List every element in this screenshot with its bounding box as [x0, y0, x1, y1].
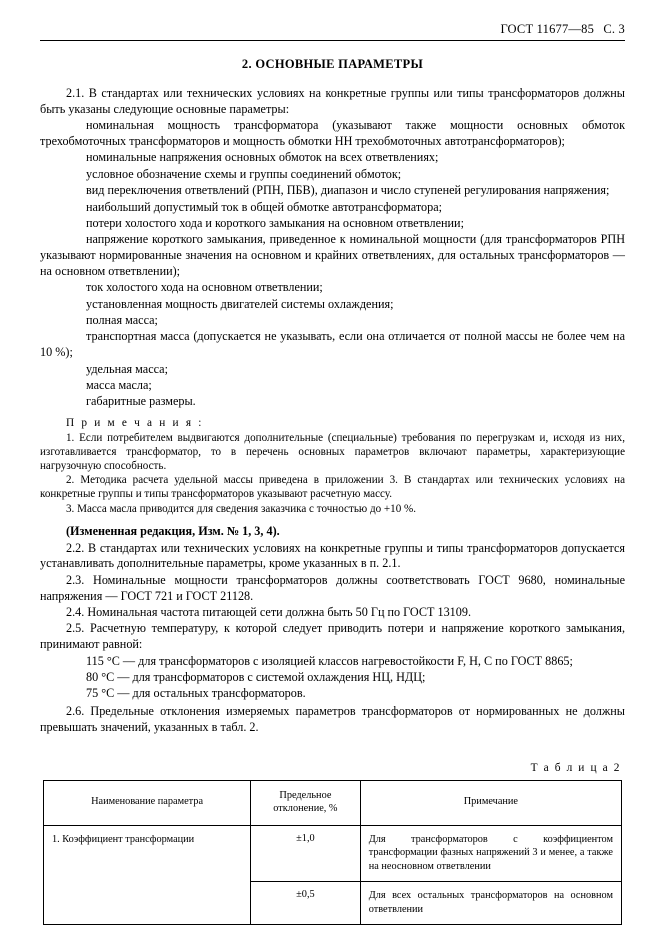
section-title: 2. ОСНОВНЫЕ ПАРАМЕТРЫ	[241, 57, 424, 71]
param-item-winding-connection: условное обозначение схемы и группы соединений обмоток;	[86, 166, 402, 181]
table-header-note: Примечание	[360, 780, 621, 825]
temperature-item-80: 80 °С — для трансформаторов с системой охлаждения НЦ, НДЦ;	[86, 669, 426, 684]
table-caption: Т а б л и ц а 2	[530, 761, 621, 774]
table-cell-deviation: ±1,0	[251, 825, 361, 882]
param-item-oil-mass: масса масла;	[86, 377, 152, 392]
param-item-transport-mass: транспортная масса (допускается не указывать, если она отличается от полной массы не более чем на 10 %);	[40, 329, 625, 360]
param-item-max-current: наибольший допустимый ток в общей обмотке автотрансформатора;	[86, 199, 443, 214]
paragraph-2-2: 2.2. В стандартах или технических условиях на конкретные группы и типы трансформаторов допускается устанавливать дополнительные параметры, кроме указанных в п. 2.1.	[40, 540, 625, 571]
table-cell-note: Для всех остальных трансформаторов на основном ответвлении	[360, 882, 621, 925]
table-row	[44, 825, 622, 882]
param-item-rated-voltages: номинальные напряжения основных обмоток на всех ответвлениях;	[86, 150, 439, 165]
table-cell-deviation: ±0,5	[251, 882, 361, 925]
table-header-deviation-line2: отклонение, %	[273, 802, 338, 814]
notes-heading: П р и м е ч а н и я :	[66, 417, 204, 430]
paragraph-2-3: 2.3. Номинальные мощности трансформаторов должны соответствовать ГОСТ 9680, номинальные напряжения — ГОСТ 721 и ГОСТ 21128.	[40, 572, 625, 603]
paragraph-2-6: 2.6. Предельные отклонения измеряемых параметров трансформаторов от нормированных не должны превышать значений, указанных в табл. 2.	[40, 704, 625, 734]
header-divider	[40, 40, 625, 41]
parameters-table	[43, 780, 622, 925]
revision-note: (Измененная редакция, Изм. № 1, 3, 4).	[66, 524, 280, 539]
paragraph-2-1: 2.1. В стандартах или технических условиях на конкретные группы или типы трансформаторов должны быть указаны следующие основные параметры:	[40, 86, 625, 116]
table-cell-parameter-name: 1. Коэффициент трансформации	[44, 825, 251, 924]
param-item-total-mass: полная масса;	[86, 313, 158, 328]
table-cell-note: Для трансформаторов с коэффициентом трансформации фазных напряжений 3 и менее, а также на неосновном ответвлении	[360, 825, 621, 882]
standard-number: ГОСТ 11677—85	[500, 22, 595, 36]
spacer	[40, 517, 625, 524]
table-header-name: Наименование параметра	[44, 780, 251, 825]
param-item-losses: потери холостого хода и короткого замыкания на основном ответвлении;	[86, 215, 464, 230]
temperature-item-115: 115 °С — для трансформаторов с изоляцией классов нагревостойкости F, Н, С по ГОСТ 8865;	[86, 653, 573, 668]
note-1: 1. Если потребителем выдвигаются дополнительные (специальные) требования по перегрузкам и, исходя из них, изготавливается трансформатор, то в перечень основных параметров включают параметры, характеризующие нагрузочную способность.	[40, 431, 625, 472]
temperature-item-75: 75 °С — для остальных трансформаторов.	[86, 686, 306, 701]
page-number: С. 3	[603, 22, 625, 36]
page-header	[40, 22, 625, 37]
table-header-deviation	[251, 780, 361, 825]
paragraph-2-4: 2.4. Номинальная частота питающей сети должна быть 50 Гц по ГОСТ 13109.	[66, 604, 472, 619]
param-item-rated-power: номинальная мощность трансформатора (указывают также мощности основных обмоток трехобмоточных трансформаторов и мощность обмотки НН трехобмоточных автотрансформаторов);	[40, 118, 625, 149]
note-2: 2. Методика расчета удельной массы приведена в приложении 3. В стандартах или технических условиях на конкретные группы и типы трансформаторов указывают расчетную массу.	[40, 474, 625, 501]
param-item-dimensions: габаритные размеры.	[86, 394, 196, 409]
paragraph-2-5: 2.5. Расчетную температуру, к которой следует приводить потери и напряжение короткого замыкания, принимают равной:	[40, 621, 625, 652]
param-item-cooling-motors-power: установленная мощность двигателей системы охлаждения;	[86, 296, 394, 311]
param-item-no-load-current: ток холостого хода на основном ответвлении;	[86, 280, 323, 295]
table-header-row	[44, 780, 622, 825]
table-wrapper	[43, 780, 622, 925]
param-item-short-circuit-voltage: напряжение короткого замыкания, приведенное к номинальной мощности (для трансформаторов РПН указывают нормированные значения на основном и крайних ответвлениях, для остальных трансформаторов — на основном ответвлении);	[40, 232, 625, 278]
table-header-deviation-line1: Предельное	[279, 789, 332, 801]
note-3: 3. Масса масла приводится для сведения заказчика с точностью до +10 %.	[66, 502, 417, 515]
param-item-tap-switching: вид переключения ответвлений (РПН, ПБВ), диапазон и число ступеней регулирования напряжения;	[86, 183, 610, 198]
param-item-specific-mass: удельная масса;	[86, 361, 168, 376]
